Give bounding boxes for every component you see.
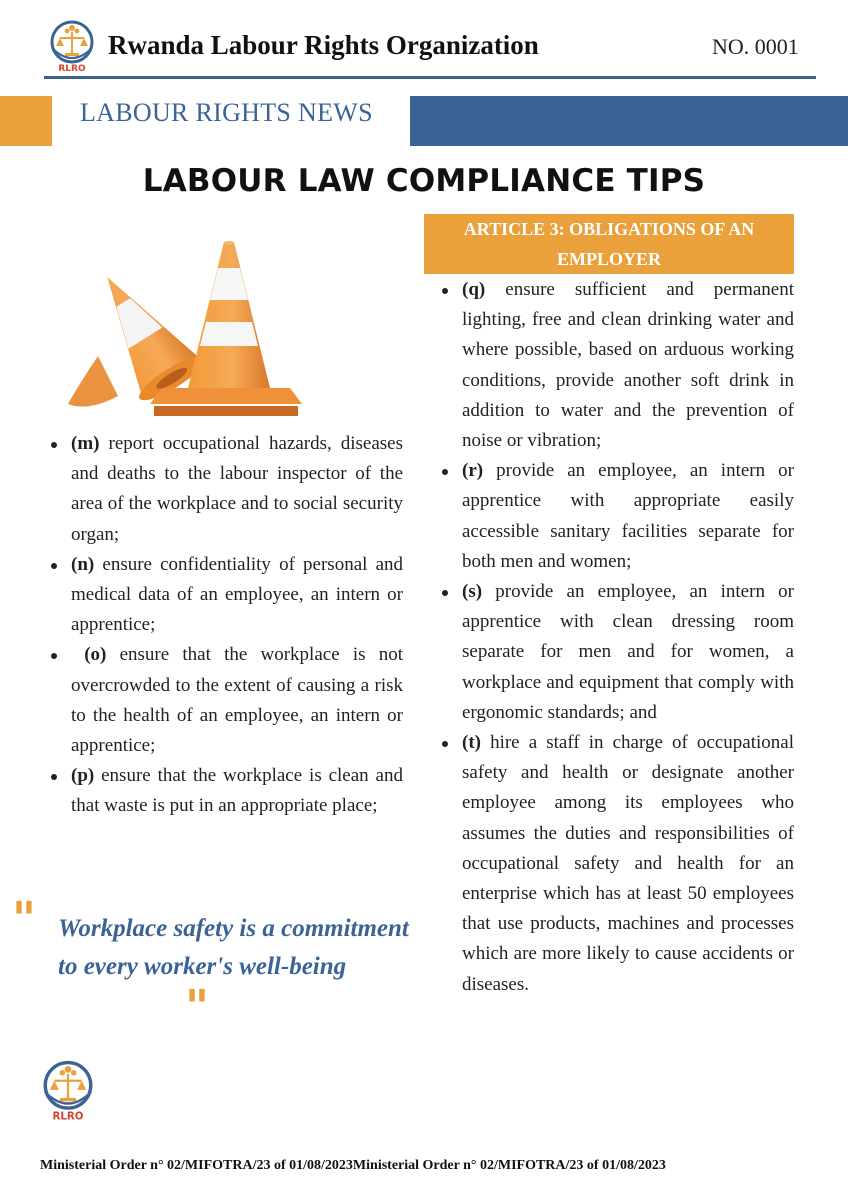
item-text: ensure that the workplace is clean and that waste is put in an appropriate place; (71, 765, 403, 817)
item-letter: (n) (71, 553, 95, 575)
open-quote-mark-icon: " (12, 892, 36, 946)
item-letter: (t) (462, 732, 481, 754)
list-item (442, 456, 794, 577)
item-text: ensure sufficient and permanent lighting, free and clean drinking water and where possible, based on arduous working conditions, provide another soft drink in addition to water and the prevention of noise or vibration; (462, 279, 794, 452)
item-letter: (s) (462, 581, 483, 603)
item-letter: (q) (462, 279, 486, 300)
close-quote-mark-icon: " (185, 980, 209, 1034)
header-divider (44, 76, 816, 79)
list-item (442, 728, 794, 1000)
svg-text:RLRO: RLRO (52, 1110, 84, 1123)
banner-label: LABOUR RIGHTS NEWS (80, 98, 373, 127)
list-item (51, 429, 403, 550)
item-text: hire a staff in charge of occupational safety and health or designate another employee among its employees who assumes the duties and responsibilities of occupational safety and health for an enterprise which has at least 50 employees that use products, machines and processes which are more likely to cause accidents or diseases. (462, 732, 794, 995)
item-letter: (r) (462, 460, 484, 482)
svg-text:RLRO: RLRO (58, 64, 86, 74)
footer-reference: Ministerial Order n° 02/MIFOTRA/23 of 01/08/2023Ministerial Order n° 02/MIFOTRA/23 of 01/08/2023 (40, 1158, 666, 1173)
organization-name: Rwanda Labour Rights Organization (108, 30, 539, 60)
item-text: provide an employee, an intern or apprentice with appropriate easily accessible sanitary facilities separate for both men and women; (462, 460, 794, 572)
issue-number: NO. 0001 (712, 34, 799, 59)
list-item (51, 761, 403, 821)
item-letter: (p) (71, 765, 95, 787)
banner-blue-block (410, 96, 848, 146)
item-text: provide an employee, an intern or apprentice with clean dressing room separate for men and for women, a workplace and equipment that comply with ergonomic standards; and (462, 581, 794, 723)
list-item (51, 640, 403, 761)
safety-quote: Workplace safety is a commitment to every worker's well-being (58, 915, 409, 980)
item-letter: (o) (84, 644, 107, 666)
list-item (51, 550, 403, 641)
rlro-logo-icon (44, 18, 100, 74)
list-item (442, 275, 794, 456)
item-letter: (m) (71, 433, 100, 454)
item-text: report occupational hazards, diseases and deaths to the labour inspector of the area of the workplace and to social security organ; (71, 433, 403, 545)
page-title: LABOUR LAW COMPLIANCE TIPS (142, 163, 706, 199)
banner-orange-block (0, 96, 52, 146)
list-item (442, 577, 794, 728)
traffic-cones-image (58, 236, 304, 422)
item-text: ensure that the workplace is not overcrowded to the extent of causing a risk to the health of an employee, an intern or apprentice; (71, 644, 404, 757)
item-text: ensure confidentiality of personal and medical data of an employee, an intern or apprentice; (71, 553, 403, 636)
article-heading: ARTICLE 3: OBLIGATIONS OF AN EMPLOYER (424, 214, 794, 274)
left-obligations-list (51, 429, 403, 822)
rlro-logo-icon (36, 1058, 100, 1124)
right-obligations-list (442, 275, 794, 1000)
